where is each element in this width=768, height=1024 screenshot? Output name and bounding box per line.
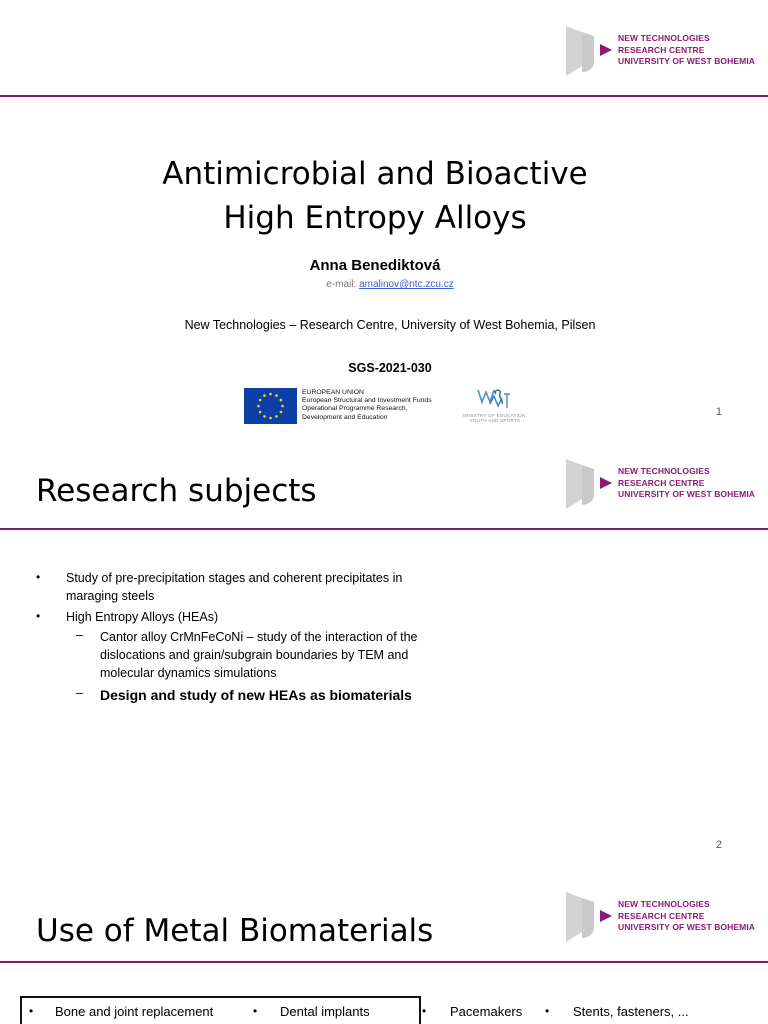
list-item: Dental implants [280, 1004, 370, 1019]
header-rule [0, 961, 768, 963]
msmt-caption [458, 413, 532, 423]
eu-text-line: Development and Education [302, 413, 388, 421]
dash-icon: – [76, 628, 83, 642]
title-line-1: Antimicrobial and Bioactive [162, 156, 588, 192]
logo-line-2: RESEARCH CENTRE [618, 44, 705, 55]
ntc-logo [564, 22, 754, 78]
logo-line-3: UNIVERSITY OF WEST BOHEMIA [618, 56, 756, 66]
ntc-logo [564, 455, 754, 511]
eu-text-line: EUROPEAN UNION [302, 389, 364, 396]
list-item-line: maraging steels [66, 589, 155, 603]
logo-line-2: RESEARCH CENTRE [618, 477, 705, 488]
logo-text [618, 33, 755, 68]
logo-line-1: NEW TECHNOLOGIES [618, 33, 710, 43]
email-label: e-mail: [326, 279, 357, 290]
page-number: 2 [715, 839, 722, 851]
eu-funding-text [302, 389, 432, 422]
ntc-logo-icon [564, 888, 616, 944]
eu-text-line: European Structural and Investment Funds [302, 397, 432, 405]
slide-title: Use of Metal Biomaterials [36, 913, 434, 949]
title-line-2: High Entropy Alloys [223, 200, 527, 236]
slide-1 [0, 0, 768, 433]
list-item [66, 569, 456, 605]
logo-line-3: UNIVERSITY OF WEST BOHEMIA [618, 489, 756, 499]
bullet-icon: • [422, 1004, 427, 1018]
slide-3 [0, 866, 768, 1024]
list-item-line: Design and study of new HEAs as biomaterials [100, 687, 412, 703]
grant-code: SGS-2021-030 [348, 361, 432, 375]
msmt-caption-line: YOUTH AND SPORTS [469, 418, 521, 423]
ntc-logo [564, 888, 754, 944]
header-rule [0, 95, 768, 97]
slide-title: Research subjects [36, 473, 317, 509]
list-item: Stents, fasteners, ... [573, 1004, 689, 1019]
author-name: Anna Benediktová [309, 257, 441, 274]
list-item: Bone and joint replacement [55, 1004, 214, 1019]
bullet-icon: • [29, 1004, 34, 1018]
logo-text [618, 466, 755, 501]
header-rule [0, 528, 768, 530]
eu-text-line: Operational Programme Research, [302, 405, 408, 413]
dash-icon: – [76, 686, 83, 700]
list-item-line: dislocations and grain/subgrain boundaries by TEM and [100, 648, 409, 662]
list-item [100, 628, 460, 682]
list-item: Pacemakers [450, 1004, 523, 1019]
email-line [0, 279, 768, 290]
bullet-icon: • [253, 1004, 258, 1018]
slide-2 [0, 433, 768, 866]
ntc-logo-icon [564, 455, 616, 511]
logo-text [618, 899, 755, 934]
list-item-line: Study of pre-precipitation stages and coherent precipitates in [66, 571, 403, 585]
page-number: 1 [715, 406, 722, 418]
list-item [100, 686, 500, 704]
logo-line-3: UNIVERSITY OF WEST BOHEMIA [618, 922, 756, 932]
eu-flag-icon [244, 388, 297, 424]
list-item [66, 608, 456, 626]
ntc-logo-icon [564, 22, 616, 78]
msmt-caption-line: MINISTRY OF EDUCATION, [462, 413, 528, 418]
affiliation: New Technologies – Research Centre, University of West Bohemia, Pilsen [184, 318, 596, 332]
list-item-line: Cantor alloy CrMnFeCoNi – study of the interaction of the [100, 630, 418, 644]
list-item-line: High Entropy Alloys (HEAs) [66, 610, 219, 624]
logo-line-1: NEW TECHNOLOGIES [618, 899, 710, 909]
list-item-line: molecular dynamics simulations [100, 666, 277, 680]
bullet-icon: • [36, 609, 41, 623]
bullet-icon: • [545, 1004, 550, 1018]
logo-line-1: NEW TECHNOLOGIES [618, 466, 710, 476]
logo-line-2: RESEARCH CENTRE [618, 910, 705, 921]
email-link[interactable]: amalinov@ntc.zcu.cz [359, 279, 454, 290]
bullet-icon: • [36, 570, 41, 584]
presentation-title [0, 152, 750, 240]
